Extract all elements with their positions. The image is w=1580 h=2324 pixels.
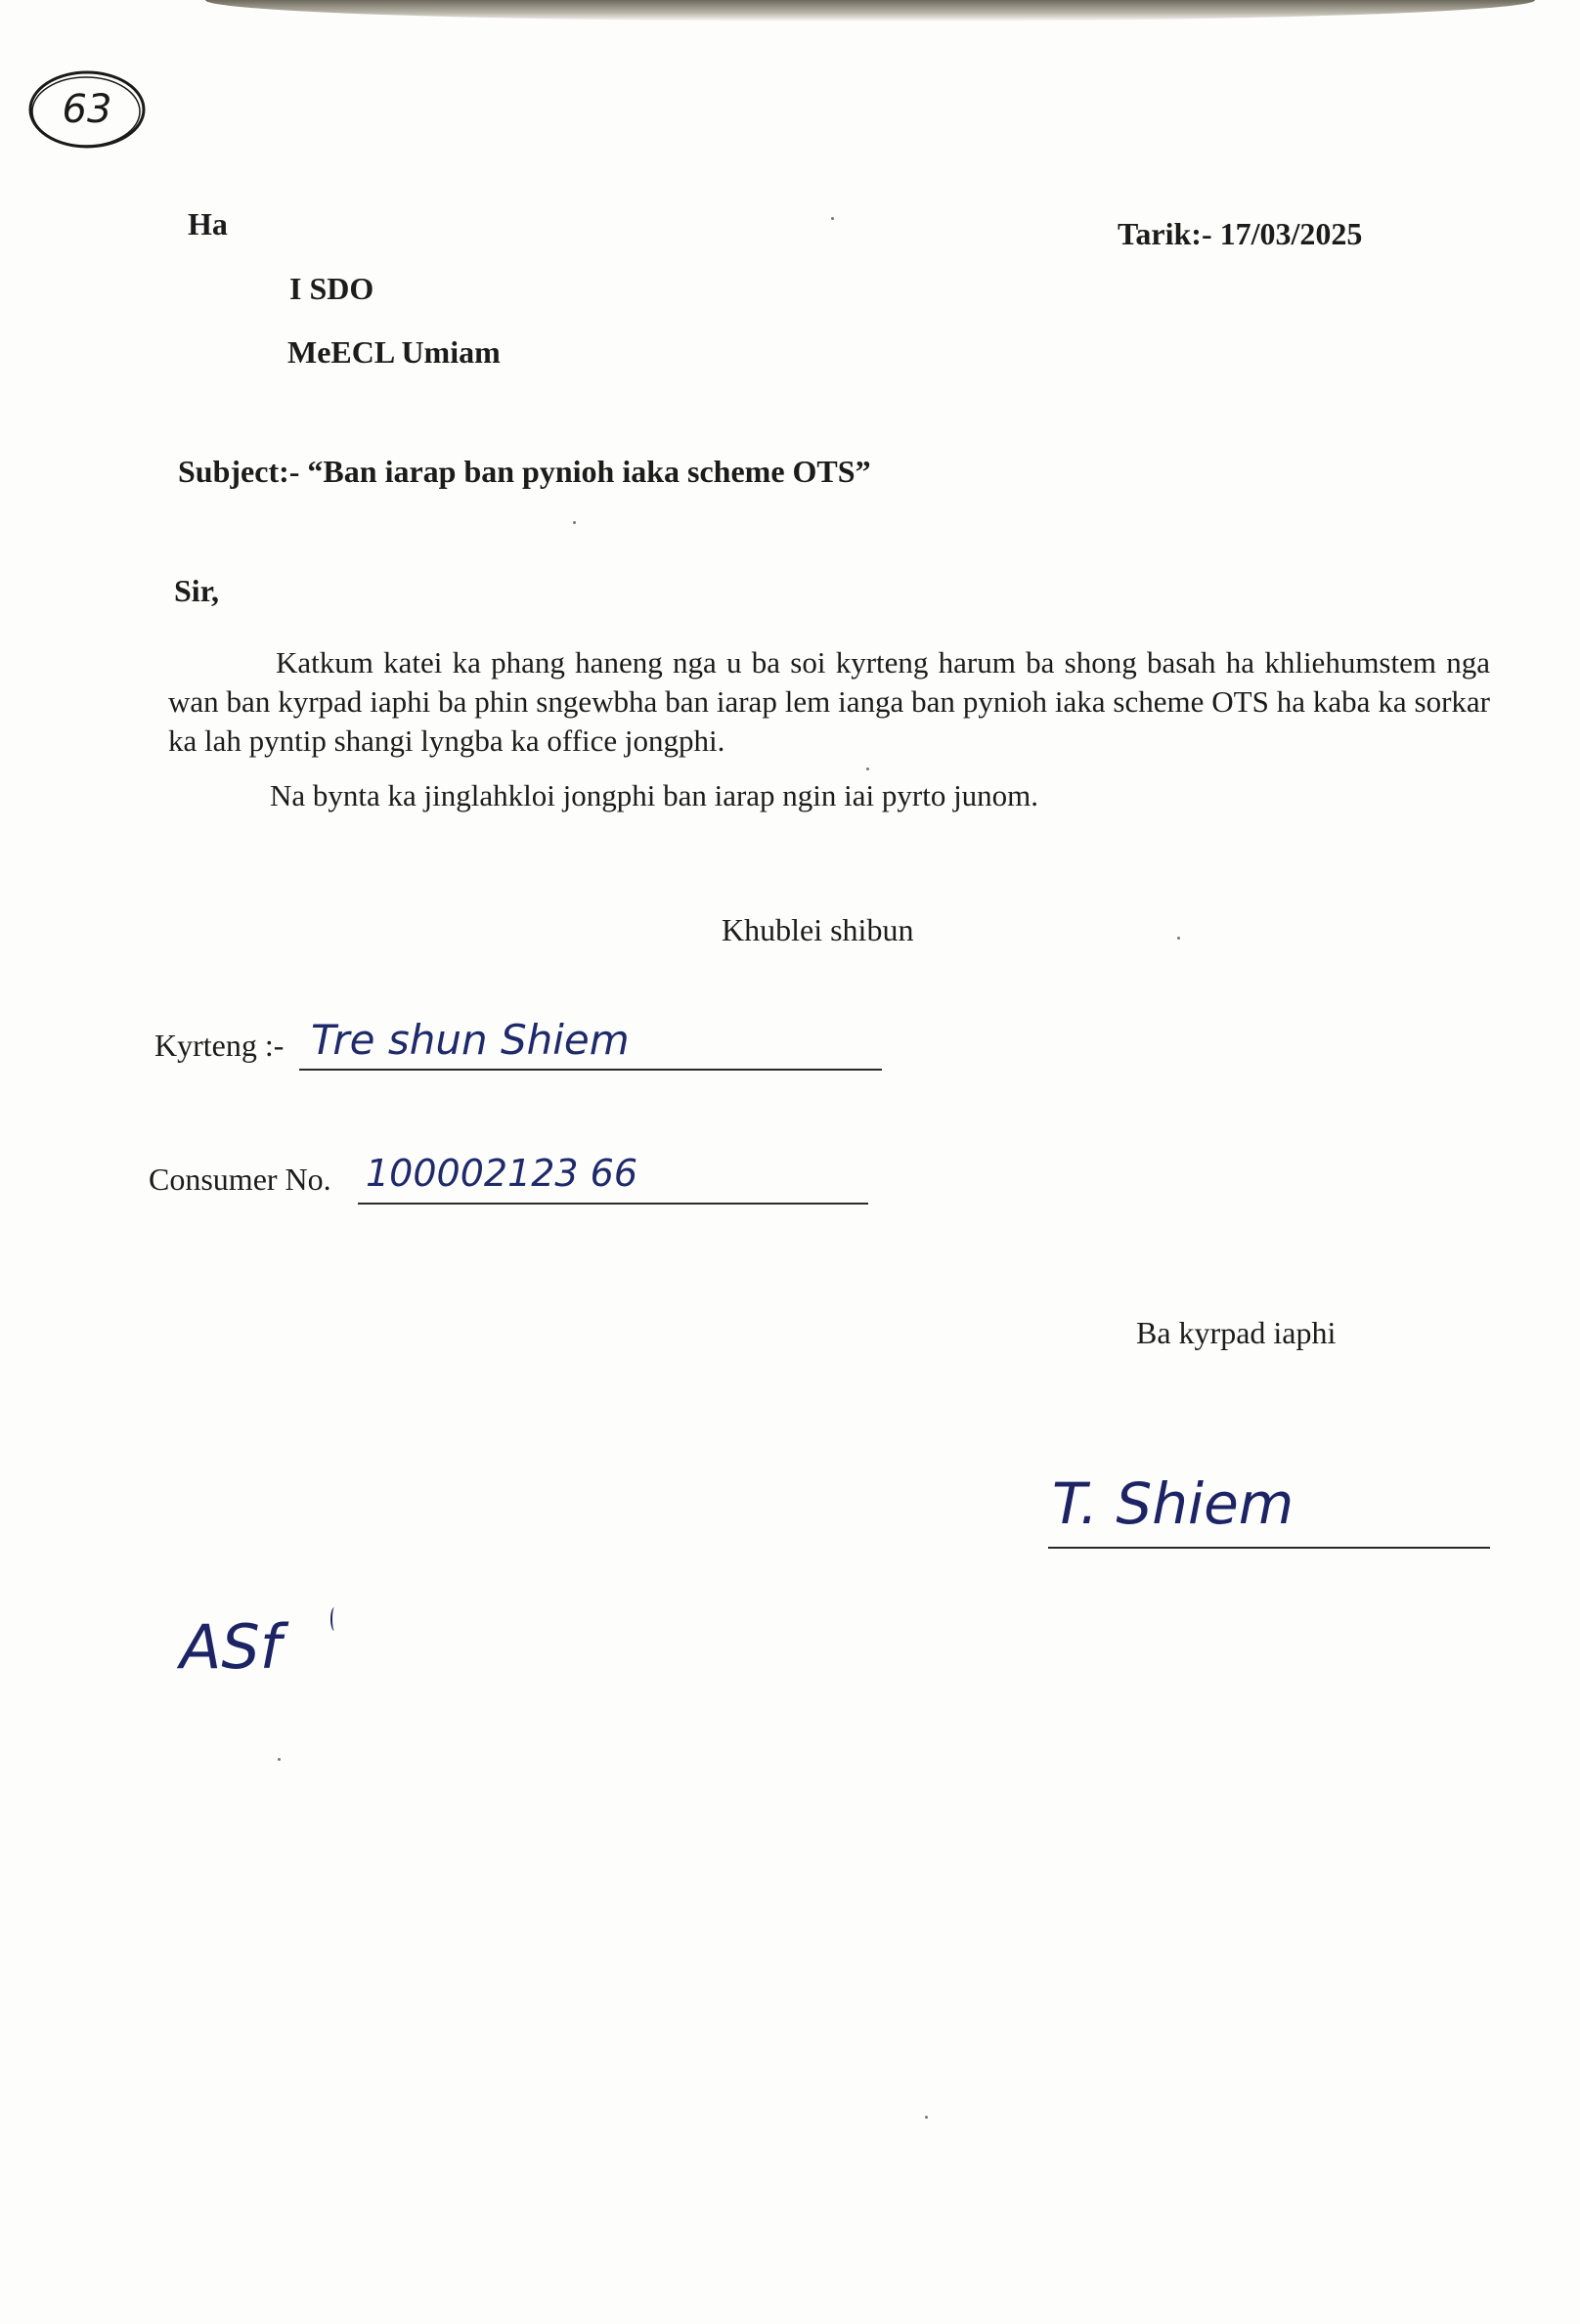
closing: Khublei shibun [722, 912, 914, 947]
consumer-handwritten: 100002123 66 [366, 1152, 638, 1195]
stray-pen-mark [330, 1607, 338, 1631]
scan-speck [925, 2116, 928, 2119]
body-paragraph-2: Na bynta ka jinglahkloi jongphi ban iarap ngin iai pyrto junom. [270, 778, 1039, 812]
recipient-title: I SDO [289, 271, 374, 306]
subject-line [178, 453, 871, 490]
scan-speck [573, 521, 576, 524]
signature-handwritten: T. Shiem [1052, 1470, 1295, 1537]
scan-speck [831, 217, 834, 220]
date-label: Tarik:- [1118, 216, 1212, 251]
name-label: Kyrteng :- [154, 1028, 285, 1063]
signature-underline [1048, 1547, 1490, 1549]
initials-handwritten: ASf [180, 1611, 282, 1683]
name-handwritten: Tre shun Shiem [311, 1016, 630, 1064]
sign-off: Ba kyrpad iaphi [1136, 1315, 1337, 1350]
subject-label: Subject:- [178, 454, 300, 489]
scan-top-edge-shadow [205, 0, 1535, 22]
subject-text: “Ban iarap ban pynioh iaka scheme OTS” [307, 454, 871, 489]
recipient-org: MeECL Umiam [287, 334, 501, 370]
consumer-label: Consumer No. [149, 1162, 331, 1197]
date-line [1118, 215, 1362, 252]
scan-speck [1177, 937, 1180, 940]
greeting: Sir, [174, 573, 219, 608]
page-number-text: 63 [62, 87, 112, 132]
date-value: 17/03/2025 [1219, 216, 1363, 251]
circled-page-number [25, 66, 149, 153]
salutation-to: Ha [188, 206, 228, 241]
consumer-underline [358, 1203, 868, 1205]
scan-speck [278, 1758, 281, 1761]
name-underline [299, 1069, 882, 1071]
body-paragraph-1: Katkum katei ka phang haneng nga u ba soi kyrteng harum ba shong basah ha khliehumstem nga wan ban kyrpad iaphi ba phin sngewbha ban iarap lem ianga ban pynioh iaka scheme OTS ha kaba ka sorkar ka lah pyntip shangi lyngba ka office jongphi. [168, 645, 1490, 758]
scan-speck [866, 767, 869, 770]
